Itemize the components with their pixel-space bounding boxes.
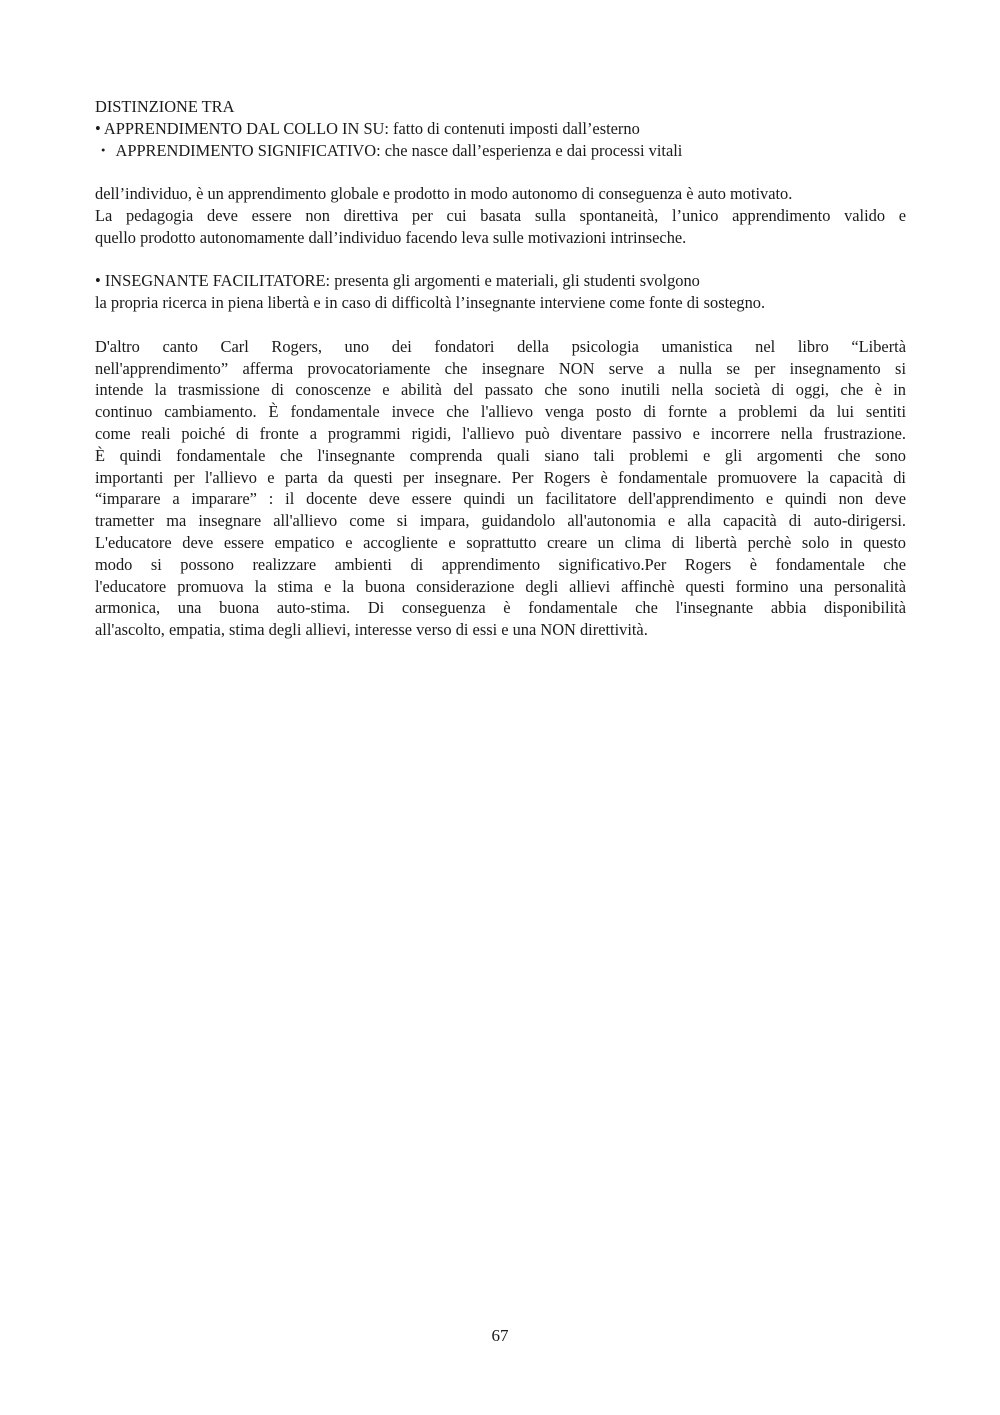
- paragraph-rogers-line: intende la trasmissione di conoscenze e abilità del passato che sono inutili nella società di oggi, che è in: [95, 380, 906, 400]
- paragraph-gap: [95, 249, 906, 271]
- paragraph-facilitatore-line: la propria ricerca in piena libertà e in caso di difficoltà l’insegnante interviene come fonte di sostegno.: [95, 293, 766, 313]
- bullet-apprendimento-significativo: ・ APPRENDIMENTO SIGNIFICATIVO: che nasce dall’esperienza e dai processi vitali: [95, 140, 683, 160]
- paragraph-rogers-line: È quindi fondamentale che l'insegnante comprenda quali siano tali problemi e gli argomenti che sono: [95, 445, 906, 465]
- bullet-apprendimento-collo: • APPRENDIMENTO DAL COLLO IN SU: fatto di contenuti imposti dall’esterno: [95, 118, 640, 138]
- page-number: 67: [491, 1326, 509, 1345]
- paragraph-rogers-line: importanti per l'allievo e parta da questi per insegnare. Per Rogers è fondamentale promuovere la capacità di: [95, 467, 906, 487]
- paragraph-rogers-line: modo si possono realizzare ambienti di apprendimento significativo.Per Rogers è fondamentale che: [95, 554, 906, 574]
- paragraph-rogers-line: continuo cambiamento. È fondamentale invece che l'allievo venga posto di fornte a problemi da lui sentiti: [95, 402, 906, 422]
- paragraph-rogers-line: l'educatore promuova la stima e la buona considerazione degli allievi affinchè questi formino una personalità: [95, 576, 906, 596]
- paragraph-rogers-line: trametter ma insegnare all'allievo come si impara, guidandolo all'autonomia e alla capacità di auto-dirigersi.: [95, 511, 906, 531]
- paragraph-rogers-line: all'ascolto, empatia, stima degli allievi, interesse verso di essi e una NON direttività.: [95, 620, 648, 640]
- paragraph-individuo-line: quello prodotto autonomamente dall’individuo facendo leva sulle motivazioni intrinseche.: [95, 227, 687, 247]
- paragraph-gap: [95, 161, 906, 183]
- paragraph-rogers-line: D'altro canto Carl Rogers, uno dei fondatori della psicologia umanistica nel libro “Libertà: [95, 336, 906, 356]
- paragraph-rogers-line: come reali poiché di fronte a programmi rigidi, l'allievo può diventare passivo e incorrere nella frustrazione.: [95, 423, 906, 443]
- paragraph-rogers-line: L'educatore deve essere empatico e accogliente e soprattutto creare un clima di libertà perchè solo in questo: [95, 532, 906, 552]
- paragraph-rogers-line: “imparare a imparare” : il docente deve essere quindi un facilitatore dell'apprendimento e quindi non deve: [95, 489, 906, 509]
- page-body: [95, 96, 906, 641]
- paragraph-rogers-line: armonica, una buona auto-stima. Di conseguenza è fondamentale che l'insegnante abbia disponibilità: [95, 598, 906, 618]
- paragraph-individuo-line: dell’individuo, è un apprendimento globale e prodotto in modo autonomo di conseguenza è auto motivato.: [95, 184, 793, 204]
- paragraph-rogers-line: nell'apprendimento” afferma provocatoriamente che insegnare NON serve a nulla se per insegnamento si: [95, 358, 906, 378]
- paragraph-gap: [95, 314, 906, 336]
- paragraph-individuo-line: La pedagogia deve essere non direttiva per cui basata sulla spontaneità, l’unico apprendimento valido e: [95, 205, 906, 225]
- paragraph-facilitatore-line: • INSEGNANTE FACILITATORE: presenta gli argomenti e materiali, gli studenti svolgono: [95, 271, 700, 291]
- section-heading: DISTINZIONE TRA: [95, 97, 235, 116]
